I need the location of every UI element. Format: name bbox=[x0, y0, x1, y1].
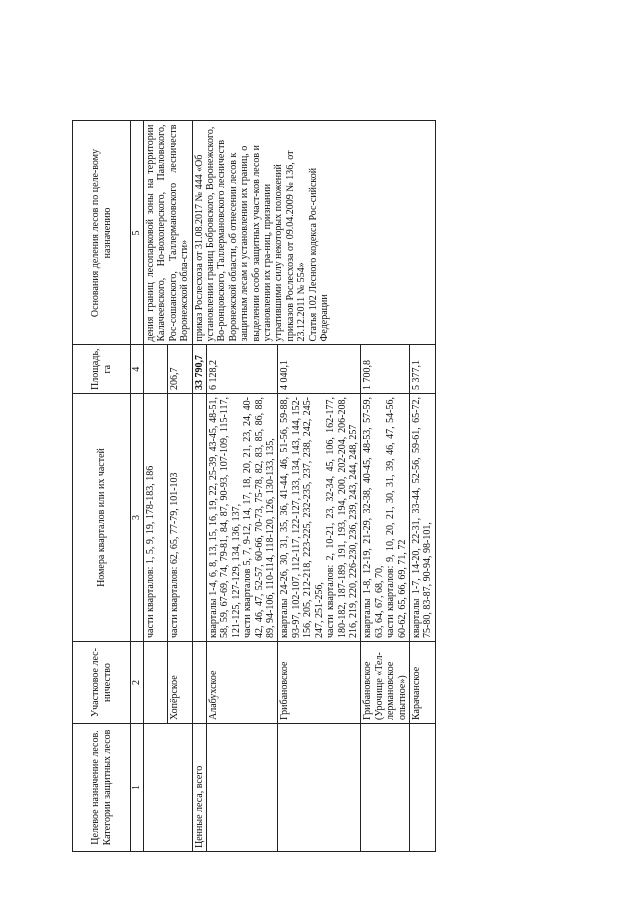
header-forestry: Участковое лес-ничество bbox=[73, 642, 131, 724]
area-cell: 5 377,1 bbox=[409, 345, 435, 394]
area-cell: 1 700,8 bbox=[361, 345, 410, 394]
forest-table bbox=[72, 121, 436, 853]
table-row bbox=[144, 121, 168, 852]
quarters-cell: кварталы 1-8, 12-19, 21-29, 32-38, 40-45, 48-53, 57-59, 63, 64, 67, 68, 70, части кварталов: 9, 10, 20, 21, 30, 31, 39, 46, 47, 54-56, 60-62, 65, 66, 69, 71, 72 bbox=[361, 394, 410, 642]
quarters-cell: части кварталов: 1, 5, 9, 19, 178-183, 186 bbox=[144, 394, 168, 642]
header-purpose: Целевое назначение лесов. Категории защитных лесов bbox=[73, 724, 131, 852]
forestry-cell: Грибановское (Урочище «Тел-лермановское опытное») bbox=[361, 642, 410, 724]
basis-cell: приказ Рослесхоза от 31.08.2017 № 444 «Об установлении границ Бобровского, Воронежского, Во-ронцовского, Таллермановского лесничеств Воронежской области, об отнесении лесов к защитным лесам и установлении их границ, о выделении особо защитных участ-ков лесов и установлении их гра-ниц, признании утратившими силу некоторых положений приказов Рослесхоза от 09.04.2009 № 136, от 23.12.2011 № 554» Статья 102 Лесного кодекса Рос-сийской Федерации bbox=[192, 121, 435, 345]
quarters-cell: кварталы 1-7, 14-20, 22-31, 33-44, 52-56, 59-61, 65-72, 75-80, 83-87, 90-94, 98-101, bbox=[409, 394, 435, 642]
table-row bbox=[192, 121, 206, 852]
forestry-cell: Грибановское bbox=[278, 642, 361, 724]
area-cell: 4 040,1 bbox=[278, 345, 361, 394]
col-number: 4 bbox=[131, 345, 144, 394]
col-number: 1 bbox=[131, 724, 144, 852]
area-cell: 6 128,2 bbox=[207, 345, 278, 394]
col-number: 5 bbox=[131, 121, 144, 345]
header-quarters: Номера кварталов или их частей bbox=[73, 394, 131, 642]
forestry-cell: Карачанское bbox=[409, 642, 435, 724]
header-basis: Основания деления лесов по целе-вому назначению bbox=[73, 121, 131, 345]
area-cell: 206,7 bbox=[168, 345, 192, 394]
category-cell: Ценные леса, всего bbox=[192, 724, 206, 852]
header-area: Площадь, га bbox=[73, 345, 131, 394]
area-total-cell: 33 790,7 bbox=[192, 345, 206, 394]
forestry-cell: Алабухское bbox=[207, 642, 278, 724]
forestry-cell: Хопёрское bbox=[168, 642, 192, 724]
quarters-cell: части кварталов: 62, 65, 77-79, 101-103 bbox=[168, 394, 192, 642]
quarters-cell: кварталы 24-26, 30, 31, 35, 36, 41-44, 46, 51-56, 59-88, 93-97, 102-107, 112-117, 122-127, 133, 134, 143, 144, 152-156, 205, 212-218, 223-225, 232-235, 237, 238, 242, 245-247, 251-256, части кварталов: 2, 10-21, 23, 32-34, 45, 106, 162-177, 180-182, 187-189, 191, 193, 194, 200, 202-204, 206-208, 216, 219, 220, 226-230, 236, 239, 243, 244, 248, 257 bbox=[278, 394, 361, 642]
basis-cell: дения границ лесопарковой зоны на территории Калачеевского, Но-вохоперского, Павловского, Рос-сошанского, Таллермановского лесничеств Воронежской обла-сти» bbox=[144, 121, 193, 345]
col-number: 2 bbox=[131, 642, 144, 724]
quarters-cell: кварталы 1-4, 6, 8, 13, 15, 16, 19, 22, 25-39, 43-45, 48-51, 58, 59, 67-69, 74, 79-81, 84, 87, 90-93, 107-109, 115-117, 121-125, 127-129, 134, 136, 137, части кварталов 5, 7, 9-12, 14, 17, 18, 20, 21, 23, 24, 40-42, 46, 47, 52-57, 60-66, 70-73, 75-78, 82, 83, 85, 86, 88, 89, 94-106, 110-114, 118-120, 126, 130-133, 135, bbox=[207, 394, 278, 642]
col-number: 3 bbox=[131, 394, 144, 642]
